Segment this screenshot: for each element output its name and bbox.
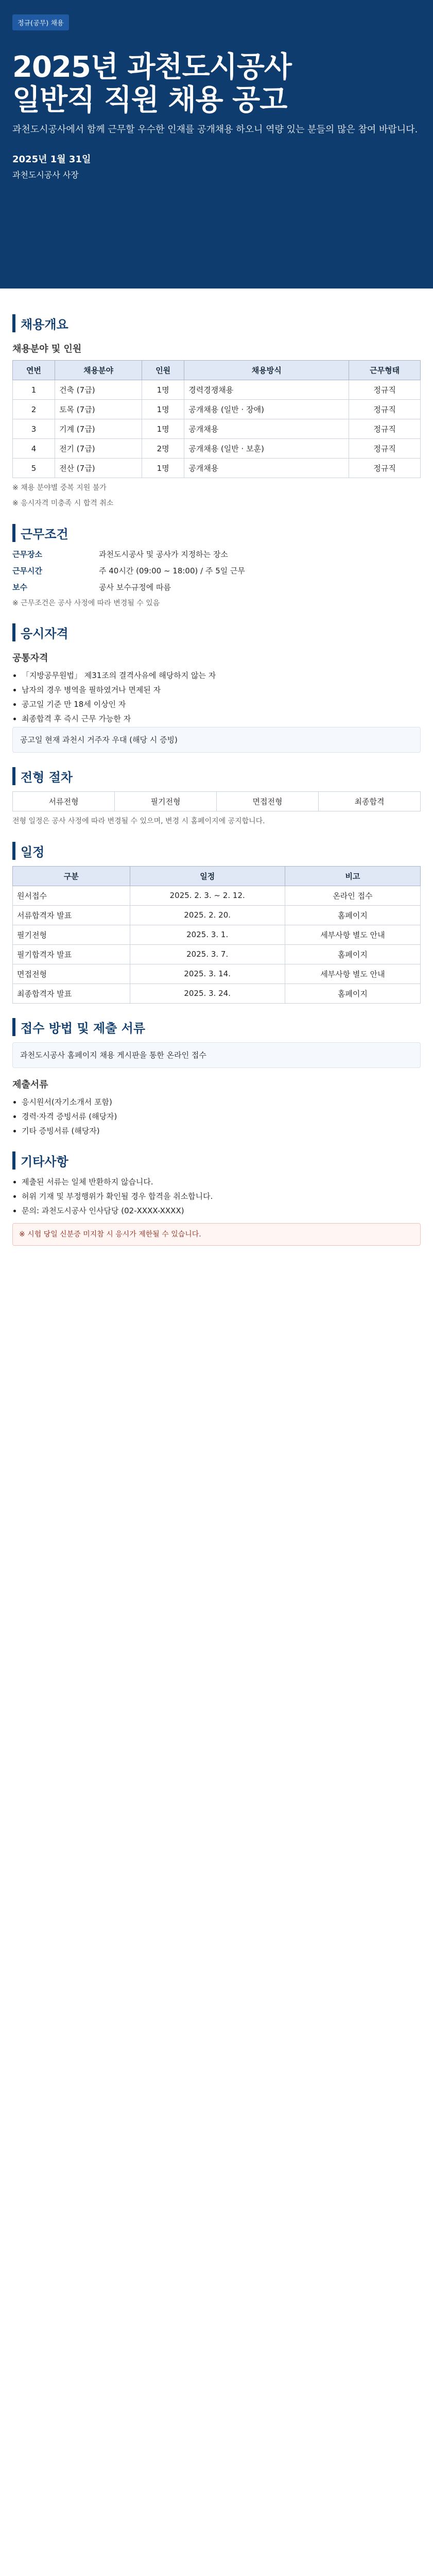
table-row: 5 전산 (7급) 1명 공개채용 정규직: [13, 459, 421, 478]
process-step: 필기전형: [115, 792, 217, 811]
notice-list: [12, 1176, 421, 1217]
recruit-note-2: ※ 응시자격 미충족 시 합격 취소: [12, 499, 114, 508]
table-row: 2 토목 (7급) 1명 공개채용 (일반 · 장애) 정규직: [13, 400, 421, 419]
table-row: 필기합격자 발표 2025. 3. 7. 홈페이지: [13, 944, 421, 964]
conditions-extra: ※ 근무조건은 공사 사정에 따라 변경될 수 있음: [12, 599, 160, 607]
table-row: 1 건축 (7급) 1명 경력경쟁채용 정규직: [13, 380, 421, 400]
col-field: 채용분야: [55, 361, 142, 380]
recruit-section-title: 채용개요: [12, 314, 421, 332]
table-row: 서류합격자 발표 2025. 2. 20. 홈페이지: [13, 905, 421, 925]
qualification-common-title: 공통자격: [12, 653, 48, 664]
notice-org: 과천도시공사 사장: [12, 170, 79, 180]
condition-value: 과천도시공사 및 공사가 지정하는 장소: [99, 549, 228, 559]
condition-key: 보수: [12, 582, 27, 592]
notice-section-title: 기타사항: [12, 1151, 421, 1170]
recruit-table-header: [13, 361, 421, 380]
condition-key: 근무시간: [12, 566, 42, 575]
col-method: 채용방식: [184, 361, 349, 380]
conditions-list: [12, 548, 421, 594]
application-method: 과천도시공사 홈페이지 채용 게시판을 통한 온라인 접수: [12, 1042, 421, 1068]
list-item: • 제출된 서류는 일체 반환하지 않습니다.: [22, 1176, 421, 1188]
process-section-title: 전형 절차: [12, 767, 421, 785]
process-step: 서류전형: [13, 792, 115, 811]
content: [0, 289, 433, 1246]
notice-warning: ※ 시험 당일 신분증 미지참 시 응시가 제한될 수 있습니다.: [12, 1223, 421, 1246]
condition-key: 근무장소: [12, 549, 42, 559]
recruit-table: [12, 360, 421, 478]
col-count: 인원: [142, 361, 184, 380]
qualification-tip: 공고일 현재 과천시 거주자 우대 (해당 시 증빙): [12, 727, 421, 753]
conditions-section-title: 근무조건: [12, 524, 421, 542]
table-row: 4 전기 (7급) 2명 공개채용 (일반 · 보훈) 정규직: [13, 439, 421, 459]
table-row: 필기전형 2025. 3. 1. 세부사항 별도 안내: [13, 925, 421, 944]
process-step: 최종합격: [319, 792, 421, 811]
col-no: 연번: [13, 361, 55, 380]
process-note: 전형 일정은 공사 사정에 따라 변경될 수 있으며, 변경 시 홈페이지에 공지합니다.: [12, 817, 265, 826]
application-docs-title: 제출서류: [12, 1079, 48, 1090]
col-type: 근무형태: [349, 361, 421, 380]
list-item: • 허위 기재 및 부정행위가 확인될 경우 합격을 취소합니다.: [22, 1190, 421, 1202]
process-table: [12, 791, 421, 811]
page-subtitle: 과천도시공사에서 함께 근무할 우수한 인재를 공개채용 하오니 역량 있는 분들의 많은 참여 바랍니다.: [12, 124, 418, 135]
table-row: 3 기계 (7급) 1명 공개채용 정규직: [13, 419, 421, 439]
process-step: 면접전형: [217, 792, 319, 811]
list-item: • 최종합격 후 즉시 근무 가능한 자: [22, 713, 421, 725]
header-tag: 정규(공무) 채용: [12, 14, 69, 30]
application-docs-list: [12, 1096, 421, 1137]
list-item: • 「지방공무원법」 제31조의 결격사유에 해당하지 않는 자: [22, 669, 421, 682]
list-item: • 남자의 경우 병역을 필하였거나 면제된 자: [22, 684, 421, 696]
schedule-table: [12, 866, 421, 1004]
schedule-table-header: 구분 일정 비고: [13, 866, 421, 886]
notice-date: 2025년 1월 31일: [12, 154, 91, 165]
list-item: • 문의: 과천도시공사 인사담당 (02-XXXX-XXXX): [22, 1205, 421, 1217]
condition-value: 공사 보수규정에 따름: [99, 582, 171, 592]
table-row: 면접전형 2025. 3. 14. 세부사항 별도 안내: [13, 964, 421, 984]
table-row: [13, 792, 421, 811]
list-item: • 응시원서(자기소개서 포함): [22, 1096, 421, 1108]
qualification-list: [12, 669, 421, 725]
list-item: • 기타 증빙서류 (해당자): [22, 1125, 421, 1137]
recruit-table-title: 채용분야 및 인원: [12, 344, 82, 354]
table-row: 최종합격자 발표 2025. 3. 24. 홈페이지: [13, 984, 421, 1003]
table-row: 원서접수 2025. 2. 3. ~ 2. 12. 온라인 접수: [13, 886, 421, 905]
schedule-section-title: 일정: [12, 842, 421, 860]
qualification-section-title: 응시자격: [12, 623, 421, 641]
list-item: • 경력·자격 증빙서류 (해당자): [22, 1110, 421, 1123]
list-item: • 공고일 기준 만 18세 이상인 자: [22, 698, 421, 710]
header: [0, 0, 433, 289]
page-title: 2025년 과천도시공사 일반직 직원 채용 공고: [12, 50, 292, 117]
application-section-title: 접수 방법 및 제출 서류: [12, 1018, 421, 1036]
recruit-note-1: ※ 채용 분야별 중복 지원 불가: [12, 484, 107, 492]
condition-value: 주 40시간 (09:00 ~ 18:00) / 주 5일 근무: [99, 566, 245, 575]
